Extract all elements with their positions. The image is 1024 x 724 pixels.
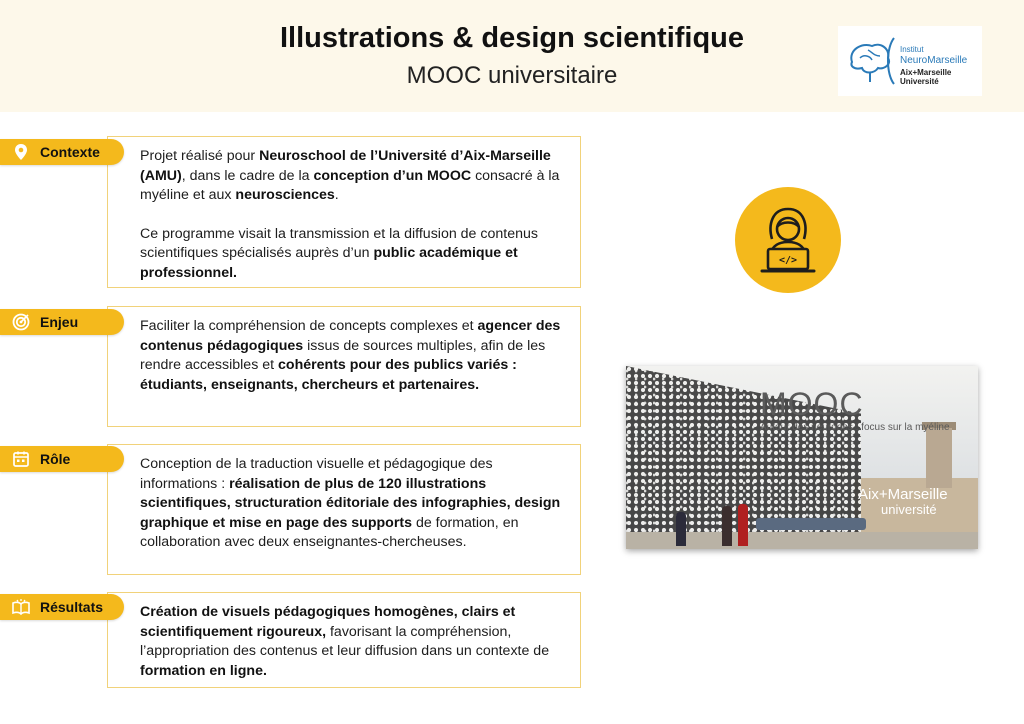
bold-text: cohérents pour des publics variés : étudiants, enseignants, chercheurs et partenaires. [140, 357, 517, 393]
photo-person [738, 504, 748, 546]
section-box-resultats [107, 592, 581, 688]
logo-line-3: Aix+Marseille Université [900, 68, 952, 86]
target-icon [12, 313, 30, 331]
section-text [140, 455, 570, 553]
section-box-role [107, 444, 581, 575]
tab-label: Rôle [40, 451, 71, 467]
body-text: issus de sources multiples, afin de les rendre accessibles et [140, 337, 546, 373]
institut-neuromarseille-logo [838, 26, 982, 96]
tab-label: Résultats [40, 599, 104, 615]
photo-mooc-subtitle: Autour des neurones : focus sur la myéline [760, 422, 950, 433]
body-text: favorisant la compréhension, l’appropriation des contenus et leur diffusion dans un contexte de [140, 623, 550, 659]
bold-text: Création de visuels pédagogiques homogènes, clairs et scientifiquement rigoureux, [140, 604, 516, 640]
body-text: Projet réalisé pour [140, 148, 260, 164]
body-text: de formation, en collaboration avec deux enseignantes-chercheuses. [140, 514, 519, 550]
photo-boats [756, 518, 866, 530]
mooc-photo [626, 366, 978, 549]
section-text [140, 603, 570, 681]
photo-brand-line-1: Aix+Marseille [858, 486, 948, 503]
avatar [735, 187, 841, 293]
tab-role [0, 446, 124, 472]
bold-text: conception d’un MOOC [313, 167, 472, 184]
calendar-icon [12, 450, 30, 468]
body-text: . [334, 187, 339, 203]
tab-enjeu [0, 309, 124, 335]
photo-person [676, 512, 686, 546]
bold-text: public académique et professionnel. [140, 245, 518, 281]
code-glyph: </> [778, 255, 798, 266]
logo-line-2: NeuroMarseille [900, 55, 968, 66]
section-paragraph [140, 455, 570, 553]
body-text: Conception de la traduction visuelle et pédagogique des informations : [140, 456, 493, 492]
section-paragraph [140, 147, 570, 206]
section-paragraph [140, 317, 570, 395]
bold-text: agencer des contenus pédagogiques [140, 318, 561, 354]
bold-text: réalisation de plus de 120 illustrations scientifiques, structuration éditoriale des infographies, design graphique et mise en page des supports [140, 475, 561, 531]
bold-text: neurosciences [235, 187, 335, 203]
open-book-icon [12, 598, 30, 616]
tab-resultats [0, 594, 124, 620]
section-box-contexte [107, 136, 581, 288]
body-text: Ce programme visait la transmission et la diffusion de contenus scientifiques spécialisés auprès d’un [140, 225, 538, 261]
page-title: Illustrations & design scientifique [279, 22, 745, 54]
body-text: , dans le cadre de la [181, 167, 314, 184]
body-text: Faciliter la compréhension de concepts complexes et [140, 318, 478, 334]
photo-tower [926, 428, 952, 488]
section-text [140, 147, 570, 283]
brain-logo-icon [844, 36, 898, 86]
bold-text: formation en ligne. [140, 662, 267, 679]
tab-label: Enjeu [40, 314, 79, 330]
tab-contexte [0, 139, 124, 165]
bold-text: Neuroschool de l’Université d’Aix-Marseille (AMU) [140, 148, 551, 184]
section-paragraph [140, 603, 570, 681]
logo-line-1: Institut [900, 45, 924, 54]
section-text [140, 317, 570, 395]
body-text: consacré à la myéline et aux [140, 167, 560, 203]
header-band [0, 0, 1024, 112]
section-box-enjeu [107, 306, 581, 427]
tab-label: Contexte [40, 144, 100, 160]
page-subtitle: MOOC universitaire [406, 62, 618, 89]
photo-person [722, 506, 732, 546]
section-paragraph [140, 225, 570, 284]
developer-laptop-icon [758, 205, 818, 275]
location-pin-icon [12, 143, 30, 161]
photo-brand-line-2: université [881, 502, 937, 517]
photo-mooc-title: MOOC [760, 386, 864, 422]
